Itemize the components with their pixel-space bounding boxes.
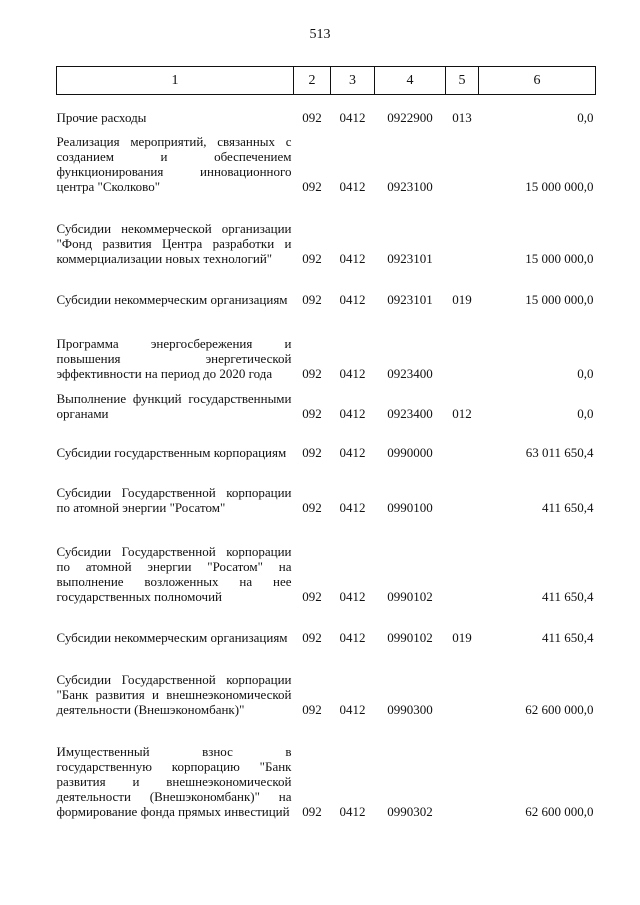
table-row [57, 129, 596, 198]
row-col-4: 0990100 [387, 499, 433, 515]
table-row [57, 425, 596, 464]
table-row [57, 270, 596, 311]
row-col-3: 0412 [339, 109, 366, 125]
row-col-2: 092 [302, 291, 322, 307]
row-col-5 [446, 519, 479, 608]
table-row [57, 385, 596, 425]
row-col-4: 0990102 [387, 588, 433, 604]
row-col-5 [446, 425, 479, 464]
row-name: Субсидии Государственной корпорации по атомной энергии "Росатом" [56, 484, 292, 515]
header-col-3: 3 [331, 67, 375, 95]
row-name: Субсидии некоммерческой организации "Фонд развития Центра разработки и коммерциализации новых технологий" [56, 220, 292, 266]
header-col-5: 5 [446, 67, 479, 95]
row-amount: 62 600 000,0 [525, 803, 594, 819]
row-col-3: 0412 [339, 178, 366, 194]
header-col-4: 4 [375, 67, 446, 95]
row-col-5 [446, 198, 479, 270]
table-row [57, 721, 596, 823]
row-amount: 62 600 000,0 [525, 701, 594, 717]
row-amount: 0,0 [577, 405, 594, 421]
header-col-2: 2 [294, 67, 331, 95]
row-col-5: 013 [452, 109, 472, 125]
row-amount: 15 000 000,0 [525, 178, 594, 194]
header-col-1: 1 [57, 67, 294, 95]
row-name: Реализация мероприятий, связанных с созданием и обеспечением функционирования инновационного центра "Сколково" [56, 133, 292, 194]
row-name: Программа энергосбережения и повышения энергетической эффективности на период до 2020 года [56, 335, 292, 381]
page-number: 513 [309, 27, 331, 42]
row-col-2: 092 [302, 629, 322, 645]
row-name: Имущественный взнос в государственную корпорацию "Банк развития и внешнеэкономической деятельности (Внешэкономбанк)" на формирование фонда прямых инвестиций [56, 743, 292, 819]
row-col-4: 0923101 [387, 291, 433, 307]
row-name: Субсидии государственным корпорациям [56, 444, 287, 460]
table-row [57, 311, 596, 385]
row-col-3: 0412 [339, 291, 366, 307]
budget-table [56, 66, 596, 823]
table-row [57, 519, 596, 608]
row-col-5 [446, 464, 479, 519]
row-amount: 15 000 000,0 [525, 250, 594, 266]
row-col-3: 0412 [339, 499, 366, 515]
row-col-2: 092 [302, 365, 322, 381]
row-col-5: 012 [452, 405, 472, 421]
row-col-2: 092 [302, 444, 322, 460]
row-col-4: 0990000 [387, 444, 433, 460]
header-col-6: 6 [479, 67, 596, 95]
row-col-4: 0923101 [387, 250, 433, 266]
row-col-3: 0412 [339, 365, 366, 381]
row-amount: 411 650,4 [541, 629, 594, 645]
table-header-row [57, 67, 596, 95]
row-amount: 0,0 [577, 365, 594, 381]
row-col-5 [446, 649, 479, 721]
row-name: Субсидии некоммерческим организациям [56, 629, 288, 645]
table-row [57, 95, 596, 129]
row-col-5: 019 [452, 291, 472, 307]
row-col-5 [446, 129, 479, 198]
row-amount: 411 650,4 [541, 499, 594, 515]
row-col-4: 0923400 [387, 405, 433, 421]
row-col-5 [446, 721, 479, 823]
row-col-4: 0922900 [387, 109, 433, 125]
row-col-5 [446, 311, 479, 385]
row-col-3: 0412 [339, 250, 366, 266]
row-col-2: 092 [302, 803, 322, 819]
row-col-2: 092 [302, 499, 322, 515]
row-col-3: 0412 [339, 629, 366, 645]
row-amount: 15 000 000,0 [525, 291, 594, 307]
row-col-2: 092 [302, 588, 322, 604]
row-col-4: 0923100 [387, 178, 433, 194]
row-col-2: 092 [302, 109, 322, 125]
row-name: Выполнение функций государственными органами [56, 390, 292, 421]
row-col-2: 092 [302, 405, 322, 421]
row-col-4: 0990102 [387, 629, 433, 645]
row-col-4: 0990302 [387, 803, 433, 819]
row-col-3: 0412 [339, 803, 366, 819]
row-name: Субсидии Государственной корпорации по атомной энергии "Росатом" на выполнение возложенных на нее государственных полномочий [56, 543, 292, 604]
row-col-5: 019 [452, 629, 472, 645]
row-col-3: 0412 [339, 701, 366, 717]
row-name: Субсидии Государственной корпорации "Банк развития и внешнеэкономической деятельности (Внешэкономбанк)" [56, 671, 292, 717]
row-amount: 0,0 [577, 109, 594, 125]
table-row [57, 198, 596, 270]
row-col-4: 0923400 [387, 365, 433, 381]
row-name: Субсидии некоммерческим организациям [56, 291, 288, 307]
row-col-2: 092 [302, 250, 322, 266]
table-row [57, 464, 596, 519]
row-name: Прочие расходы [56, 109, 147, 125]
row-amount: 63 011 650,4 [525, 444, 594, 460]
row-col-3: 0412 [339, 444, 366, 460]
row-col-2: 092 [302, 701, 322, 717]
row-col-3: 0412 [339, 405, 366, 421]
row-col-3: 0412 [339, 588, 366, 604]
table-row [57, 608, 596, 649]
row-amount: 411 650,4 [541, 588, 594, 604]
row-col-4: 0990300 [387, 701, 433, 717]
table-row [57, 649, 596, 721]
row-col-2: 092 [302, 178, 322, 194]
